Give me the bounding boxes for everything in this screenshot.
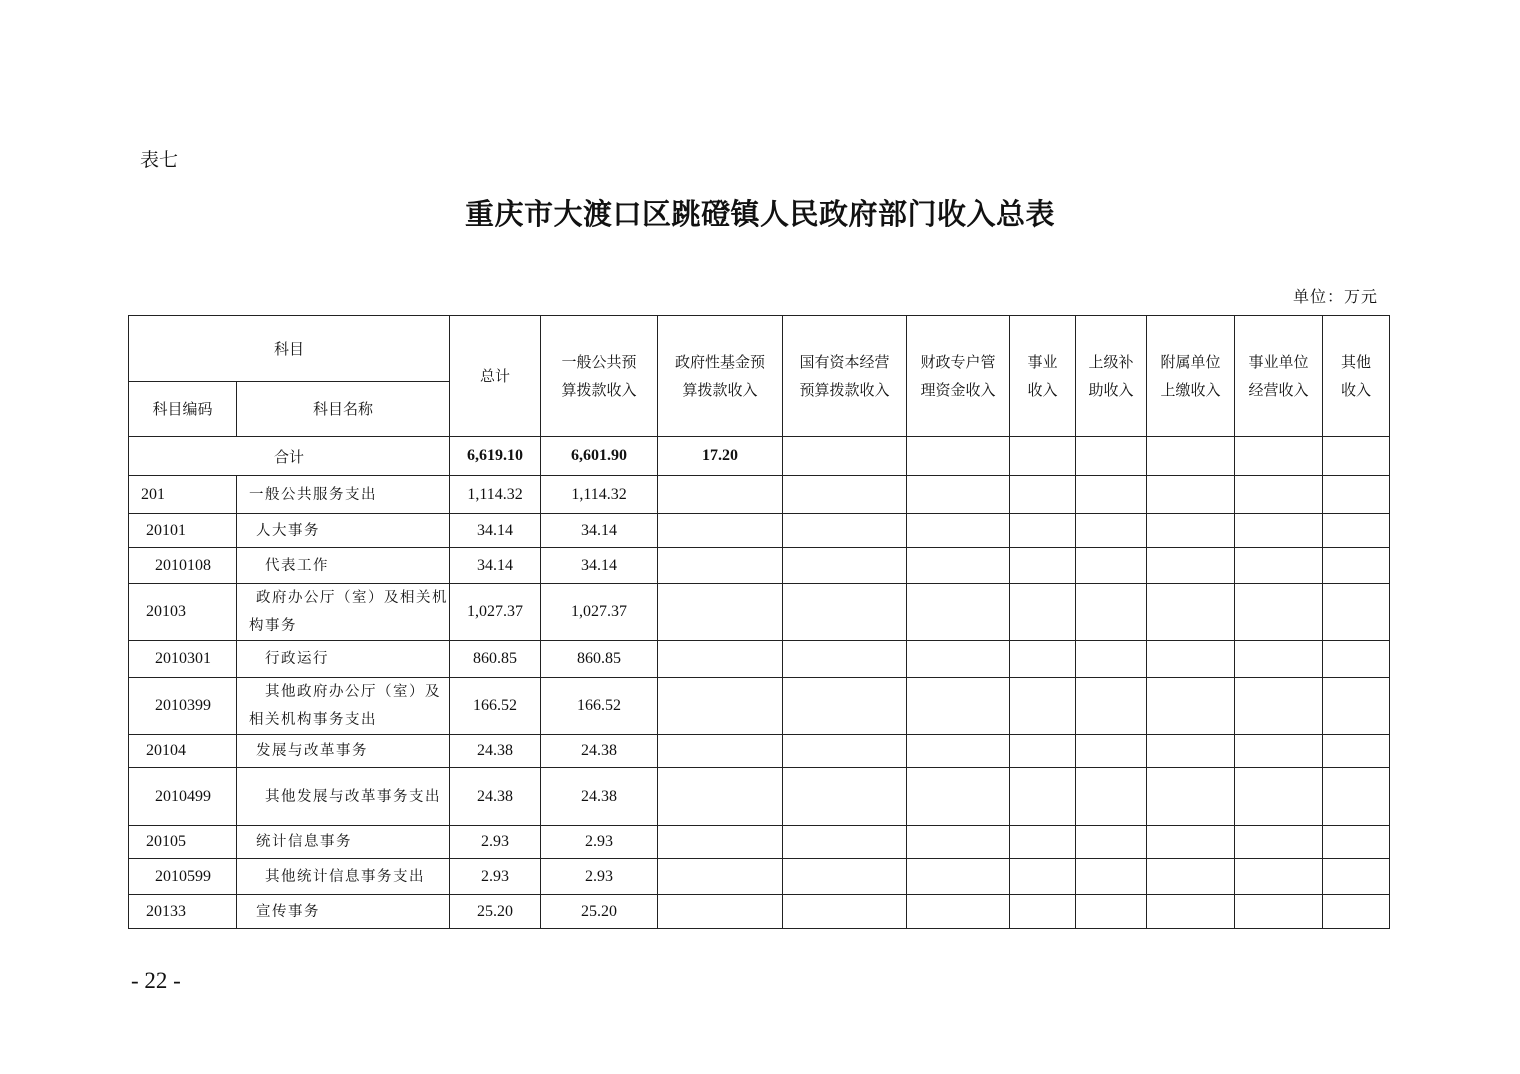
empty-cell [1323, 437, 1390, 476]
row-general-budget: 1,114.32 [541, 476, 658, 514]
empty-cell [1323, 859, 1390, 895]
header-subject-code: 科目编码 [129, 382, 237, 437]
empty-cell [1323, 641, 1390, 678]
header-gov-fund: 政府性基金预算拨款收入 [658, 316, 783, 437]
empty-cell [907, 678, 1010, 735]
empty-cell [1076, 476, 1147, 514]
empty-cell [658, 476, 783, 514]
empty-cell [658, 768, 783, 826]
empty-cell [1235, 859, 1323, 895]
total-label: 合计 [129, 437, 450, 476]
total-row [129, 437, 1390, 476]
empty-cell [1076, 768, 1147, 826]
header-fiscal-special: 财政专户管理资金收入 [907, 316, 1010, 437]
row-total: 25.20 [450, 895, 541, 929]
header-row-1 [129, 316, 1390, 382]
empty-cell [1010, 584, 1076, 641]
row-general-budget: 24.38 [541, 735, 658, 768]
empty-cell [907, 895, 1010, 929]
empty-cell [1010, 437, 1076, 476]
empty-cell [783, 895, 907, 929]
empty-cell [1235, 514, 1323, 548]
empty-cell [1235, 548, 1323, 584]
empty-cell [1010, 514, 1076, 548]
empty-cell [1147, 678, 1235, 735]
row-total: 34.14 [450, 514, 541, 548]
header-general-budget: 一般公共预算拨款收入 [541, 316, 658, 437]
header-superior-subsidy: 上级补助收入 [1076, 316, 1147, 437]
empty-cell [1147, 735, 1235, 768]
empty-cell [1147, 548, 1235, 584]
subject-name: 政府办公厅（室）及相关机构事务 [237, 584, 450, 641]
empty-cell [1010, 859, 1076, 895]
empty-cell [1235, 895, 1323, 929]
row-total: 2.93 [450, 826, 541, 859]
subject-code: 2010399 [129, 678, 237, 735]
table-row [129, 768, 1390, 826]
empty-cell [1235, 437, 1323, 476]
empty-cell [1235, 641, 1323, 678]
empty-cell [907, 548, 1010, 584]
empty-cell [907, 437, 1010, 476]
row-general-budget: 1,027.37 [541, 584, 658, 641]
empty-cell [1010, 895, 1076, 929]
empty-cell [1076, 735, 1147, 768]
row-total: 166.52 [450, 678, 541, 735]
subject-code: 20133 [129, 895, 237, 929]
subject-name: 其他统计信息事务支出 [237, 859, 450, 895]
header-total: 总计 [450, 316, 541, 437]
empty-cell [907, 584, 1010, 641]
empty-cell [1235, 476, 1323, 514]
empty-cell [907, 859, 1010, 895]
empty-cell [1235, 584, 1323, 641]
total-general-budget: 6,601.90 [541, 437, 658, 476]
empty-cell [907, 514, 1010, 548]
subject-name: 统计信息事务 [237, 826, 450, 859]
page-title: 重庆市大渡口区跳磴镇人民政府部门收入总表 [464, 197, 1055, 231]
row-total: 2.93 [450, 859, 541, 895]
subject-code: 201 [129, 476, 237, 514]
row-general-budget: 2.93 [541, 826, 658, 859]
total-value: 6,619.10 [450, 437, 541, 476]
empty-cell [907, 641, 1010, 678]
empty-cell [1076, 678, 1147, 735]
empty-cell [658, 548, 783, 584]
empty-cell [1010, 641, 1076, 678]
row-general-budget: 2.93 [541, 859, 658, 895]
empty-cell [1076, 548, 1147, 584]
header-affiliated-payment: 附属单位上缴收入 [1147, 316, 1235, 437]
empty-cell [1076, 641, 1147, 678]
empty-cell [1235, 768, 1323, 826]
table-label: 表七 [140, 149, 179, 171]
header-state-capital: 国有资本经营预算拨款收入 [783, 316, 907, 437]
header-business-income: 事业收入 [1010, 316, 1076, 437]
row-total: 24.38 [450, 768, 541, 826]
empty-cell [783, 476, 907, 514]
empty-cell [907, 826, 1010, 859]
empty-cell [783, 514, 907, 548]
empty-cell [658, 735, 783, 768]
empty-cell [1010, 826, 1076, 859]
empty-cell [1010, 735, 1076, 768]
subject-code: 20103 [129, 584, 237, 641]
empty-cell [658, 859, 783, 895]
table-row [129, 895, 1390, 929]
empty-cell [1235, 826, 1323, 859]
row-general-budget: 25.20 [541, 895, 658, 929]
empty-cell [658, 641, 783, 678]
empty-cell [1010, 548, 1076, 584]
empty-cell [1323, 514, 1390, 548]
subject-code: 2010301 [129, 641, 237, 678]
empty-cell [907, 768, 1010, 826]
empty-cell [1010, 678, 1076, 735]
empty-cell [783, 768, 907, 826]
subject-code: 20101 [129, 514, 237, 548]
empty-cell [907, 735, 1010, 768]
row-general-budget: 166.52 [541, 678, 658, 735]
income-summary-table [128, 315, 1390, 929]
subject-code: 2010499 [129, 768, 237, 826]
row-general-budget: 34.14 [541, 514, 658, 548]
empty-cell [1323, 735, 1390, 768]
empty-cell [658, 678, 783, 735]
empty-cell [1235, 678, 1323, 735]
empty-cell [1076, 437, 1147, 476]
table-row [129, 476, 1390, 514]
empty-cell [907, 476, 1010, 514]
subject-code: 2010599 [129, 859, 237, 895]
subject-name: 人大事务 [237, 514, 450, 548]
subject-code: 20105 [129, 826, 237, 859]
empty-cell [1147, 437, 1235, 476]
empty-cell [658, 584, 783, 641]
empty-cell [783, 437, 907, 476]
header-subject-group: 科目 [129, 316, 450, 382]
table-row [129, 584, 1390, 641]
empty-cell [1147, 584, 1235, 641]
empty-cell [1076, 895, 1147, 929]
table-row [129, 735, 1390, 768]
empty-cell [1010, 768, 1076, 826]
empty-cell [1147, 476, 1235, 514]
empty-cell [658, 826, 783, 859]
empty-cell [1323, 548, 1390, 584]
empty-cell [783, 641, 907, 678]
empty-cell [1076, 826, 1147, 859]
subject-code: 2010108 [129, 548, 237, 584]
subject-name: 其他发展与改革事务支出 [237, 768, 450, 826]
empty-cell [783, 548, 907, 584]
empty-cell [1147, 641, 1235, 678]
empty-cell [1323, 768, 1390, 826]
row-total: 34.14 [450, 548, 541, 584]
row-general-budget: 34.14 [541, 548, 658, 584]
total-gov-fund: 17.20 [658, 437, 783, 476]
unit-label: 单位：万元 [1292, 287, 1378, 306]
empty-cell [1323, 476, 1390, 514]
subject-name: 其他政府办公厅（室）及相关机构事务支出 [237, 678, 450, 735]
empty-cell [1076, 514, 1147, 548]
row-total: 1,027.37 [450, 584, 541, 641]
empty-cell [1147, 768, 1235, 826]
header-other-income: 其他收入 [1323, 316, 1390, 437]
empty-cell [1076, 584, 1147, 641]
empty-cell [1076, 859, 1147, 895]
row-general-budget: 860.85 [541, 641, 658, 678]
empty-cell [1147, 826, 1235, 859]
page-number: - 22 - [131, 968, 181, 993]
empty-cell [783, 584, 907, 641]
row-general-budget: 24.38 [541, 768, 658, 826]
empty-cell [1147, 895, 1235, 929]
empty-cell [1010, 476, 1076, 514]
empty-cell [783, 678, 907, 735]
empty-cell [658, 514, 783, 548]
subject-name: 代表工作 [237, 548, 450, 584]
empty-cell [1147, 859, 1235, 895]
empty-cell [1323, 584, 1390, 641]
empty-cell [783, 735, 907, 768]
table-row [129, 641, 1390, 678]
header-subject-name: 科目名称 [237, 382, 450, 437]
row-total: 1,114.32 [450, 476, 541, 514]
row-total: 24.38 [450, 735, 541, 768]
table-row [129, 859, 1390, 895]
table-row [129, 548, 1390, 584]
empty-cell [1235, 735, 1323, 768]
empty-cell [1323, 826, 1390, 859]
empty-cell [783, 826, 907, 859]
subject-name: 行政运行 [237, 641, 450, 678]
subject-name: 宣传事务 [237, 895, 450, 929]
subject-code: 20104 [129, 735, 237, 768]
header-business-operation: 事业单位经营收入 [1235, 316, 1323, 437]
table-row [129, 514, 1390, 548]
subject-name: 发展与改革事务 [237, 735, 450, 768]
table-row [129, 826, 1390, 859]
empty-cell [1323, 895, 1390, 929]
empty-cell [658, 895, 783, 929]
empty-cell [1147, 514, 1235, 548]
subject-name: 一般公共服务支出 [237, 476, 450, 514]
row-total: 860.85 [450, 641, 541, 678]
empty-cell [1323, 678, 1390, 735]
table-row [129, 678, 1390, 735]
empty-cell [783, 859, 907, 895]
